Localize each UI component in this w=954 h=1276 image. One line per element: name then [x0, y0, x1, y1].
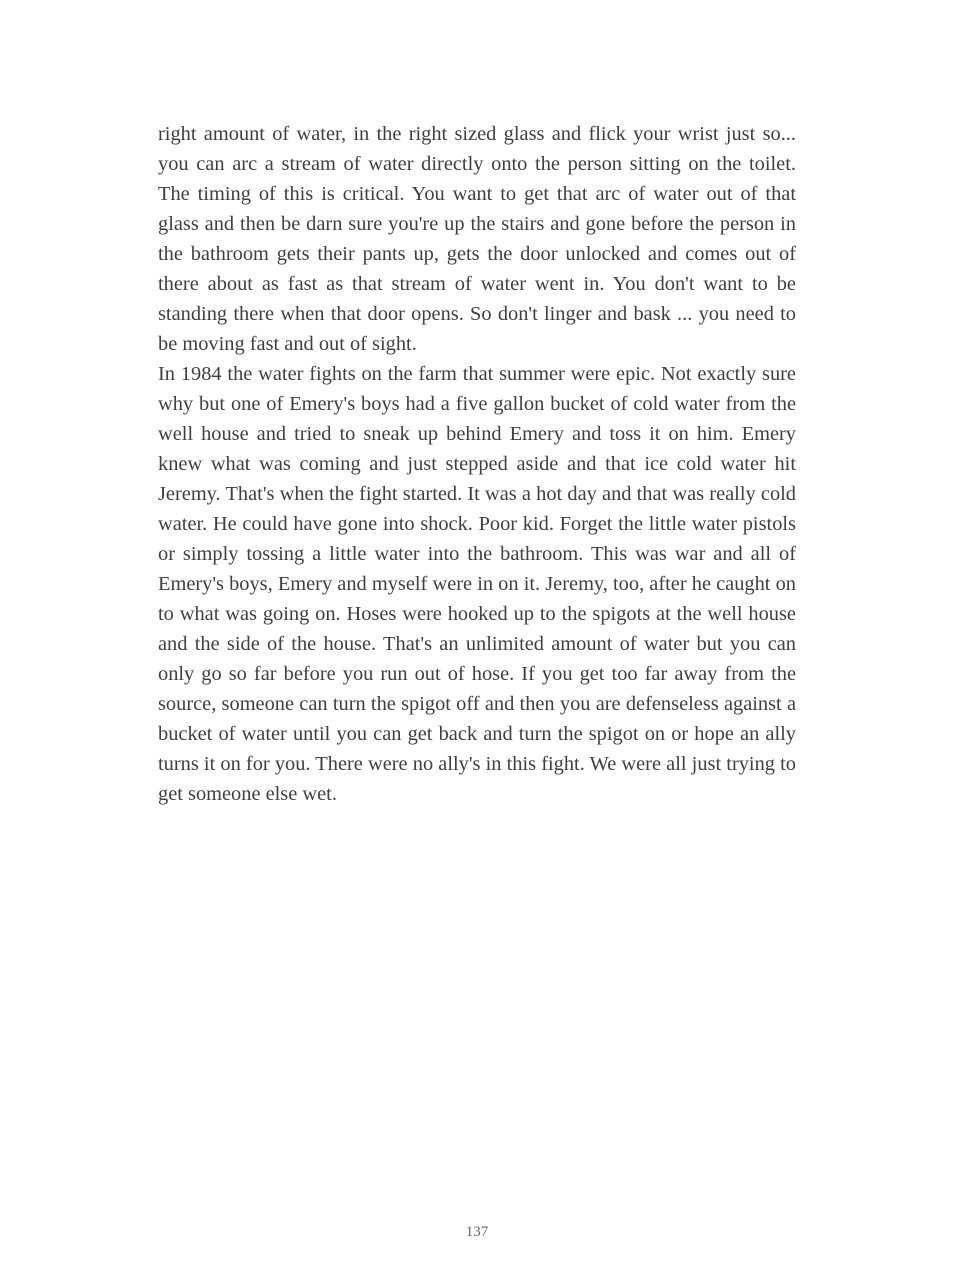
page-number: 137	[465, 1224, 489, 1240]
body-text	[158, 119, 796, 809]
paragraph: In 1984 the water fights on the farm that summer were epic. Not exactly sure why but one of Emery's boys had a five gallon bucket of cold water from the well house and tried to sneak up behind Emery and toss it on him. Emery knew what was coming and just stepped aside and that ice cold water hit Jeremy. That's when the fight started. It was a hot day and that was really cold water. He could have gone into shock. Poor kid. Forget the little water pistols or simply tossing a little water into the bathroom. This was war and all of Emery's boys, Emery and myself were in on it. Jeremy, too, after he caught on to what was going on. Hoses were hooked up to the spigots at the well house and the side of the house. That's an unlimited amount of water but you can only go so far before you run out of hose. If you get too far away from the source, someone can turn the spigot off and then you are defenseless against a bucket of water until you can get back and turn the spigot on or hope an ally turns it on for you. There were no ally's in this fight. We were all just trying to get someone else wet.	[158, 363, 796, 805]
paragraph: right amount of water, in the right sized glass and flick your wrist just so... you can arc a stream of water directly onto the person sitting on the toilet. The timing of this is critical. You want to get that arc of water out of that glass and then be darn sure you're up the stairs and gone before the person in the bathroom gets their pants up, gets the door unlocked and comes out of there about as fast as that stream of water went in. You don't want to be standing there when that door opens. So don't linger and bask ... you need to be moving fast and out of sight.	[158, 123, 796, 355]
